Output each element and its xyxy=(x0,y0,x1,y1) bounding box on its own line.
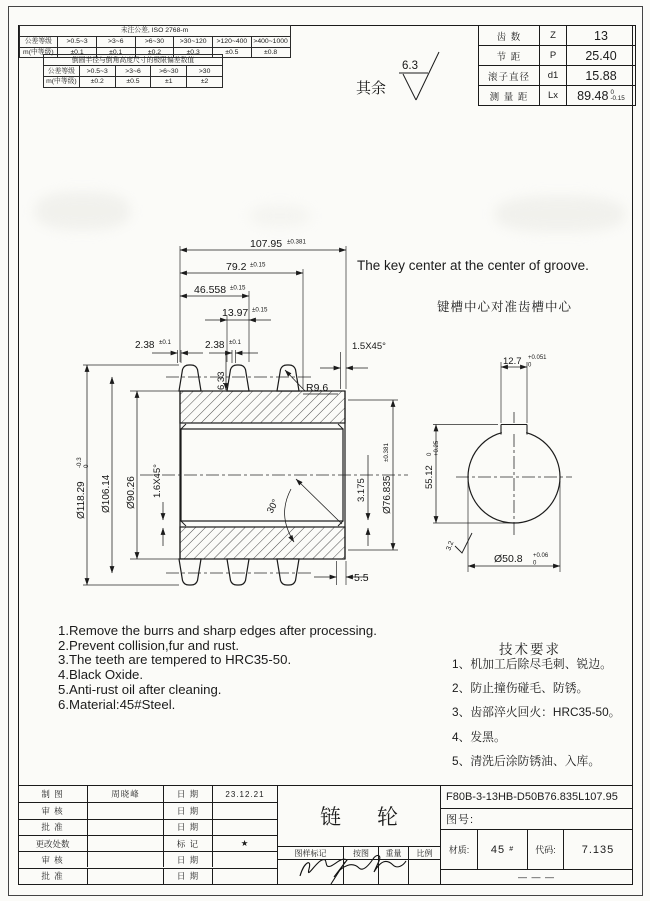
dim-tip-diameter-tol-dn: -0.3 xyxy=(76,457,83,468)
dim-key-height: 55.12 xyxy=(424,465,435,489)
material-value: 45 # xyxy=(477,829,527,869)
tb-date xyxy=(212,851,277,867)
note-line: 2.Prevent collision,fur and rust. xyxy=(58,637,240,653)
radius-table-title: 倒圆半径与倒角高度尺寸的极限偏差数值 xyxy=(44,55,223,66)
tech-item: 3、齿部淬火回火：HRC35-50。 xyxy=(452,705,621,720)
material-label: 材质: xyxy=(440,829,477,869)
dim-hub-diameter: Ø76.835 xyxy=(382,475,393,514)
param-symbol: Z xyxy=(540,26,567,46)
tech-item: 1、机加工后除尽毛刺、锐边。 xyxy=(452,657,612,671)
dim-end-width: 5.5 xyxy=(354,572,369,584)
stamp-header: 按图 xyxy=(343,846,378,859)
tb-value xyxy=(87,802,163,818)
dim-len-46: 46.558 xyxy=(194,284,227,296)
tb-label: 审 核 xyxy=(18,851,87,867)
part-name: 链轮 xyxy=(277,786,440,846)
tb-label: 制 图 xyxy=(41,789,64,800)
stamp-cell xyxy=(408,859,440,884)
radius-tolerance-table: 倒圆半径与倒角高度尺寸的极限偏差数值 公差等级 >0.5~3 >3~6 >6~30 >30 m(中等级) ±0.2 ±0.5 ±1 ±2 xyxy=(43,54,223,87)
drawing-number-label: 图号: xyxy=(440,808,632,829)
tb-date xyxy=(212,802,277,818)
tb-label: 日 期 xyxy=(163,851,212,867)
tb-date: 23.12.21 xyxy=(212,786,277,802)
tech-requirements-title: 技术要求 xyxy=(499,642,561,657)
note-line: 6.Material:45#Steel. xyxy=(58,696,176,712)
tolerance-table-title: 未注公差, ISO 2768-m xyxy=(19,26,290,37)
bore-roughness-symbol xyxy=(455,533,472,553)
dim-bore-diameter: Ø50.8 xyxy=(494,553,523,565)
stamp-header: 重量 xyxy=(378,846,408,859)
stamp-header: 比例 xyxy=(408,846,440,859)
part-code: F80B-3-13HB-D50B76.835L107.95 xyxy=(440,786,632,808)
dim-len-13: 13.97 xyxy=(222,307,249,319)
code-label: 代码: xyxy=(527,829,563,869)
dim-bore-diameter-tol-up: +0.06 xyxy=(533,553,549,559)
dim-groove-angle: 30° xyxy=(264,497,282,516)
note-line: 4.Black Oxide. xyxy=(58,667,144,683)
code-value: 7.135 xyxy=(563,829,632,869)
dim-tooth-w1: 2.38 xyxy=(135,340,155,351)
tb-value xyxy=(87,868,163,885)
surface-finish-symbol xyxy=(356,52,439,100)
note-line: 3.The teeth are tempered to HRC35-50. xyxy=(58,652,292,668)
tb-date xyxy=(212,819,277,835)
general-tolerance-table: 未注公差, ISO 2768-m 公差等级 >0.5~3 >3~6 >6~30 >30~120 >120~400 >400~1000 m(中等级) ±0.1 ±0.1 ±0.2 ±0.3 ±0.5 ±0.8 xyxy=(19,25,291,58)
dim-len-46-tol: ±0.15 xyxy=(230,284,246,292)
tb-value: 周晓峰 xyxy=(87,786,163,802)
tb-label: 日 期 xyxy=(163,868,212,885)
param-value: 13 xyxy=(567,26,636,46)
tb-date xyxy=(212,868,277,885)
dim-key-width-tol-up: +0.051 xyxy=(528,355,547,361)
tb-label: 标 记 xyxy=(163,835,212,851)
dim-key-width-tol-dn: 0 xyxy=(528,362,532,369)
param-name: 节 距 xyxy=(479,46,540,66)
stamp-cell xyxy=(343,859,378,884)
tb-value xyxy=(87,851,163,867)
tb-label: 日 期 xyxy=(163,786,212,802)
dim-tooth-radius: R9.6 xyxy=(306,382,329,394)
dim-plate-gap: 3.175 xyxy=(356,478,367,502)
param-symbol: Lx xyxy=(540,86,567,106)
tb-value xyxy=(87,819,163,835)
tb-label: 日 期 xyxy=(163,802,212,818)
surface-roughness-value: 6.3 xyxy=(402,60,418,72)
dim-key-height-tol-up: +0.25 xyxy=(434,440,440,456)
dim-key-height-tol-dn: 0 xyxy=(427,452,433,456)
dim-chamfer-left: 1.6X45° xyxy=(152,464,163,498)
note-line: 1.Remove the burrs and sharp edges after processing. xyxy=(58,623,377,638)
stamp-header: 图样标记 xyxy=(277,846,343,859)
dim-chamfer-right: 1.5X45° xyxy=(352,341,386,352)
surface-finish-prefix: 其余 xyxy=(356,80,387,97)
dim-total-length: 107.95 xyxy=(250,238,283,250)
note-line: 5.Anti-rust oil after cleaning. xyxy=(58,681,222,697)
tb-label: 批 准 xyxy=(18,819,87,835)
stamp-cell xyxy=(277,859,343,884)
param-symbol: P xyxy=(540,46,567,66)
tb-label: 更改处数 xyxy=(18,835,87,851)
tb-value xyxy=(87,835,163,851)
dim-tooth-w2: 2.38 xyxy=(205,340,225,351)
dim-tooth-height: 6.33 xyxy=(216,371,227,390)
dim-len-79-tol: ±0.15 xyxy=(250,261,266,269)
side-view xyxy=(455,423,560,553)
tech-item: 5、清洗后涂防锈油、入库。 xyxy=(452,753,601,768)
dim-root-diameter: Ø90.26 xyxy=(126,476,137,509)
tech-item: 4、发黑。 xyxy=(452,729,506,744)
dim-key-width: 12.7 xyxy=(503,356,522,367)
param-value: 25.40 xyxy=(567,46,636,66)
tb-label: 批 准 xyxy=(18,868,87,885)
tb-revision-star: ★ xyxy=(212,835,277,851)
param-name: 滚子直径 xyxy=(479,66,540,86)
stamp-cell xyxy=(378,859,408,884)
tb-label: 日 期 xyxy=(163,819,212,835)
dim-hub-diameter-tol: ±0.381 xyxy=(383,443,390,462)
bottom-dashes: — — — xyxy=(440,869,632,884)
dim-pitch-diameter: Ø106.14 xyxy=(101,474,112,513)
dim-tip-diameter-tol-up: 0 xyxy=(83,464,90,468)
key-note-english: The key center at the center of groove. xyxy=(357,258,589,273)
param-value: 89.48 0 -0.15 xyxy=(567,86,636,106)
dim-tooth-w1-tol: ±0.1 xyxy=(159,339,171,346)
dim-len-79: 79.2 xyxy=(226,261,247,273)
dim-tip-diameter: Ø118.29 xyxy=(76,481,87,519)
param-symbol: d1 xyxy=(540,66,567,86)
param-value: 15.88 xyxy=(567,66,636,86)
param-name: 测 量 距 xyxy=(479,86,540,106)
dim-bore-roughness: 3.2 xyxy=(445,540,456,552)
dim-bore-diameter-tol-dn: 0 xyxy=(533,560,537,567)
param-name: 齿 数 xyxy=(479,26,540,46)
tech-item: 2、防止撞伤碰毛、防锈。 xyxy=(452,681,589,696)
key-note-chinese: 键槽中心对准齿槽中心 xyxy=(437,300,573,314)
dim-len-13-tol: ±0.15 xyxy=(252,306,268,314)
title-block xyxy=(18,785,632,884)
tb-label: 审 核 xyxy=(18,802,87,818)
dim-total-length-tol: ±0.381 xyxy=(287,238,306,246)
dim-tooth-w2-tol: ±0.1 xyxy=(229,339,241,346)
